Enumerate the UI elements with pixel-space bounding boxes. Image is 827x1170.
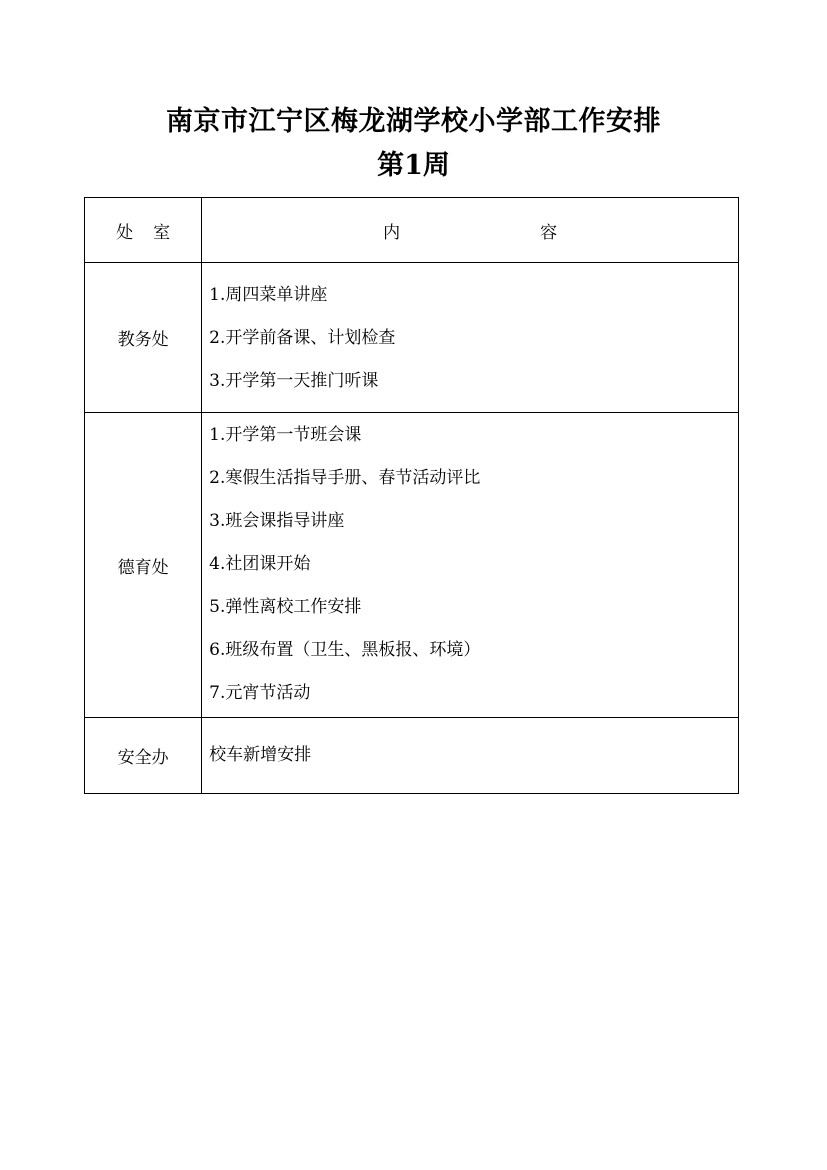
list-item: 6.班级布置（卫生、黑板报、环境） (209, 640, 481, 660)
dept-cell-anquan: 安全办 (85, 718, 202, 794)
header-dept-cell (85, 198, 202, 263)
table-row (85, 413, 739, 718)
list-item: 2.开学前备课、计划检查 (209, 328, 396, 348)
list-item: 4.社团课开始 (209, 554, 311, 574)
content-cell-jiaowu (202, 263, 739, 413)
list-item: 2.寒假生活指导手册、春节活动评比 (209, 468, 481, 488)
table-row (85, 263, 739, 413)
header-content-label: 内容 (383, 222, 698, 243)
week-subtitle: 第1周 (377, 150, 450, 181)
list-item: 1.开学第一节班会课 (209, 425, 362, 445)
list-item: 1.周四菜单讲座 (209, 285, 328, 305)
dept-cell-jiaowu: 教务处 (85, 263, 202, 413)
list-item: 5.弹性离校工作安排 (209, 597, 362, 617)
table-header-row (85, 198, 739, 263)
dept-cell-deyu: 德育处 (85, 413, 202, 718)
schedule-table (84, 197, 739, 794)
table-row (85, 718, 739, 794)
document-title: 南京市江宁区梅龙湖学校小学部工作安排 (166, 106, 661, 137)
header-dept-label: 处室 (116, 222, 191, 243)
list-item: 7.元宵节活动 (209, 683, 311, 703)
header-content-cell (202, 198, 739, 263)
list-item: 校车新增安排 (209, 745, 312, 765)
list-item: 3.开学第一天推门听课 (209, 371, 379, 391)
content-cell-deyu (202, 413, 739, 718)
list-item: 3.班会课指导讲座 (209, 511, 345, 531)
task-list (209, 274, 738, 403)
task-list (209, 414, 738, 715)
content-cell-anquan (202, 718, 739, 794)
